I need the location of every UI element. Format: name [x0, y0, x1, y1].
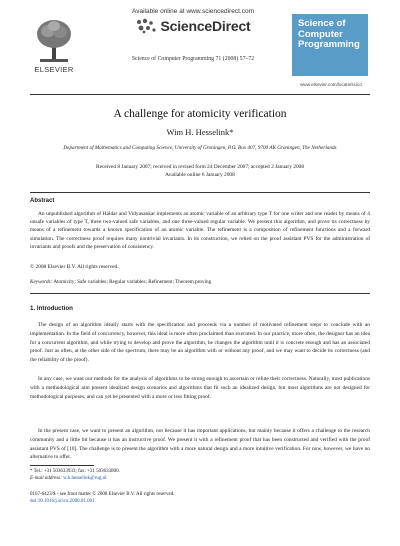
author-affiliation: Department of Mathematics and Computing Science, University of Groningen, P.O. Box 407, 9700 AK Groningen, The Netherlands	[63, 145, 337, 151]
cover-title-line-2: Computer	[298, 28, 343, 40]
intro-paragraph-1: The design of an algorithm ideally starts with the specification and proceeds via a number of motivated refinement steps to conclude with an implementation. In the field of concurrency, however, this ideal is more often proclaimed than executed. In our practice, more often, the designer has an idea for a concurrent algorithm, and while trying to develop and prove the algorithm, he changes the algorithm until it is concrete enough and has an associated proof. Just as often, at the other side of the spectrum, there may be an algorithm with or without any proof, and we may want to decide its correctness (and the reliability of the proof).	[30, 322, 370, 364]
journal-citation: Science of Computer Programming 71 (2008) 57–72	[131, 56, 255, 62]
footnote-divider	[30, 465, 94, 466]
email-label: E-mail address:	[30, 476, 62, 481]
intro-paragraph-3: In the present case, we want to present an algorithm, not because it has important applications, but mainly because it offers a challenge to the research community and a little bit because it has an instructive proof. We present it with a refinement proof that has been constructed and verified with the proof assistant PVS of [10]. The challenge is to present the algorithm with a more natural design and a more intuitive verification. For now, however, we have no alternative to offer.	[30, 428, 370, 461]
intro-paragraph-2: In any case, we want our methods for the analysis of algorithms to be strong enough to ascertain or refute their correctness. Naturally, most publications with a methodological aim present idealized design scenarios and algorithms that fit such an idealized design, but most algorithms are not designed for methodological purposes, and can yet be presented with a more or less fitting proof.	[30, 376, 370, 400]
elsevier-logo[interactable]	[32, 18, 76, 74]
article-title: A challenge for atomicity verification	[113, 108, 287, 120]
doi-link[interactable]: doi:10.1016/j.scico.2008.01.001	[30, 499, 95, 504]
keywords-list: Atomicity; Safe variables; Regular variables; Refinement; Theorem proving	[53, 279, 212, 285]
cover-title-line-1: Science of	[298, 18, 346, 29]
sciencedirect-block	[100, 8, 286, 62]
abstract-copyright: © 2008 Elsevier B.V. All rights reserved.	[30, 264, 119, 270]
section-heading: 1. Introduction	[30, 305, 73, 312]
journal-cover[interactable]	[292, 14, 368, 76]
journal-header	[0, 0, 400, 96]
available-online-date: Available online 6 January 2008	[165, 172, 235, 178]
received-dates: Received 8 January 2007; received in revised form 24 December 2007; accepted 2 January 2008	[95, 164, 305, 170]
article-dates	[30, 163, 370, 179]
keywords-label: Keywords:	[30, 279, 53, 285]
abstract-heading: Abstract	[30, 198, 55, 204]
abstract-top-divider	[30, 192, 370, 193]
footnote-contact: * Tel.: +31 503633933; fax: +31 503633800.	[30, 469, 120, 474]
footnote-email	[30, 475, 106, 482]
keywords-line	[30, 279, 370, 285]
journal-url-link[interactable]: www.elsevier.com/locate/scico	[300, 82, 362, 87]
cover-title-line-3: Programming	[298, 39, 360, 50]
article-author: Wim H. Hesselink*	[166, 127, 234, 137]
elsevier-tree-icon	[34, 18, 74, 64]
abstract-body: An unpublished algorithm of Haldar and Vidyasankar implements an atomic variable of an arbitrary type T for one writer and one reader by means of 4 unsafe variables of type T, three two-valued safe variables, and one three-valued regular variable. We present this algorithm, and prove its correctness by means of a refinement towards a known specification of an atomic variable. The refinement is a composition of refinement functions and a forward simulation. The correctness proof requires many nontrivial invariants. In its construction, we relied on the proof assistant PVS for the administration of invariants and proofs and the preservation of consistency.	[30, 211, 370, 250]
email-link[interactable]: w.h.hesselink@rug.nl	[63, 476, 107, 481]
sciencedirect-dots-icon	[135, 18, 157, 34]
issn-line: 0167-6423/$ - see front matter © 2008 Elsevier B.V. All rights reserved.	[30, 492, 175, 497]
sciencedirect-wordmark: ScienceDirect	[160, 18, 251, 34]
sciencedirect-logo[interactable]	[100, 18, 286, 34]
abstract-bottom-divider	[30, 293, 370, 294]
publisher-name: ELSEVIER	[34, 65, 74, 74]
header-divider	[30, 94, 370, 95]
available-online-text: Available online at www.sciencedirect.com	[132, 8, 254, 15]
